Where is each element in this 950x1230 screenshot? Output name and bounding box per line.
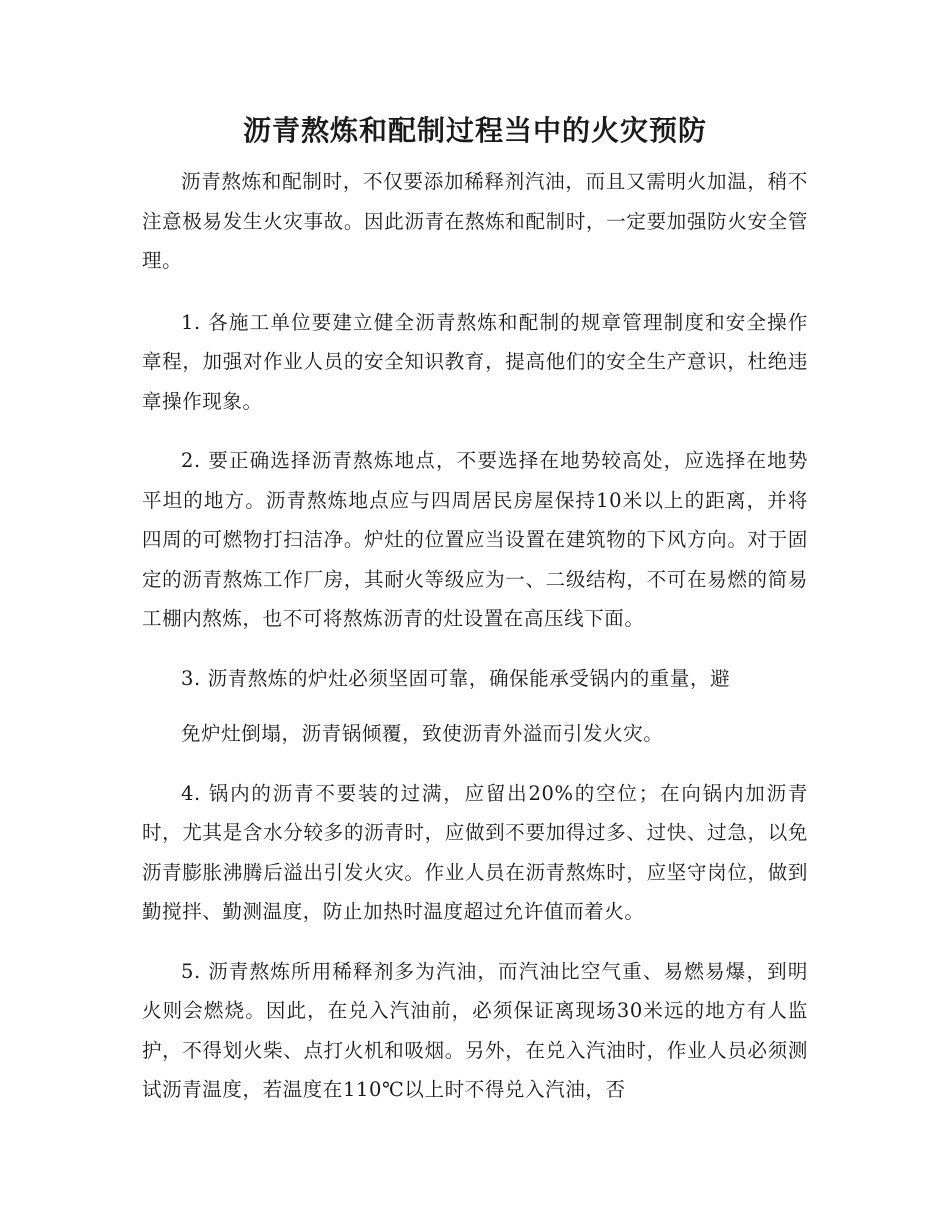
paragraph-item-3-continuation: 免炉灶倒塌，沥青锅倾覆，致使沥青外溢而引发火灾。: [181, 722, 664, 745]
paragraph-item-5: 5. 沥青熬炼所用稀释剂多为汽油，而汽油比空气重、易燃易爆，到明火则会燃烧。因此，在兑入汽油前，必须保证离现场30米远的地方有人监护，不得划火柴、点打火机和吸烟。另外，在兑入汽油时，作业人员必须测试沥青温度，若温度在110℃以上时不得兑入汽油，否: [142, 959, 808, 1101]
paragraph-item-4: 4. 锅内的沥青不要装的过满，应留出20%的空位；在向锅内加沥青时，尤其是含水分较多的沥青时，应做到不要加得过多、过快、过急，以免沥青膨胀沸腾后溢出引发火灾。作业人员在沥青熬炼时，应坚守岗位，做到勤搅拌、勤测温度，防止加热时温度超过允许值而着火。: [142, 781, 808, 923]
document-page: [142, 104, 808, 1130]
paragraph-item-2: 2. 要正确选择沥青熬炼地点，不要选择在地势较高处，应选择在地势平坦的地方。沥青熬炼地点应与四周居民房屋保持10米以上的距离，并将四周的可燃物打扫洁净。炉灶的位置应当设置在建筑物的下风方向。对于固定的沥青熬炼工作厂房，其耐火等级应为一、二级结构，不可在易燃的简易工棚内熬炼，也不可将熬炼沥青的灶设置在高压线下面。: [142, 449, 808, 630]
paragraph-item-1: 1. 各施工单位要建立健全沥青熬炼和配制的规章管理制度和安全操作章程，加强对作业人员的安全知识教育，提高他们的安全生产意识，杜绝违章操作现象。: [142, 310, 808, 413]
intro-paragraph: 沥青熬炼和配制时，不仅要添加稀释剂汽油，而且又需明火加温，稍不注意极易发生火灾事故。因此沥青在熬炼和配制时，一定要加强防火安全管理。: [142, 170, 808, 272]
paragraph-item-3: 3. 沥青熬炼的炉灶必须坚固可靠，确保能承受锅内的重量，避: [181, 666, 731, 690]
document-title: 沥青熬炼和配制过程当中的火灾预防: [242, 114, 707, 147]
